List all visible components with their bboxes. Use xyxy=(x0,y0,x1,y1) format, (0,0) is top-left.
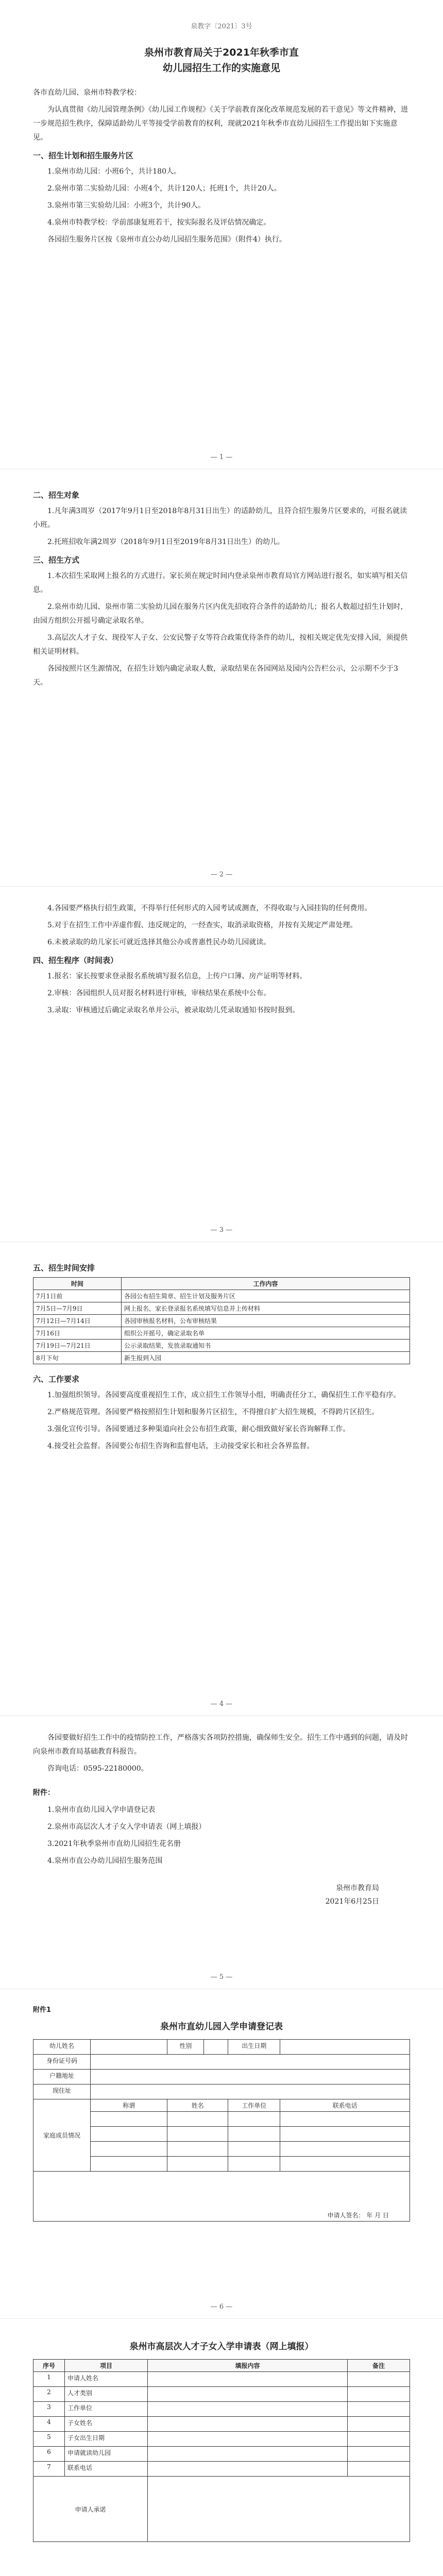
section-4-title: 四、招生程序（时间表） xyxy=(33,956,118,965)
s3-paragraph: 3.高层次人才子女、现役军人子女、公安民警子女等符合政策优待条件的幼儿，按相关规定优先安排入园，须提供相关证明材料。 xyxy=(33,634,408,656)
sign-date: 2021年6月25日 xyxy=(325,1897,379,1906)
field-value[interactable] xyxy=(91,2112,167,2127)
schedule-time: 7月19日—7月21日 xyxy=(33,1340,122,1352)
field-value[interactable] xyxy=(204,2040,228,2055)
attachment-item: 4.泉州市直公办幼儿园招生服务范围 xyxy=(47,1857,163,1865)
field-note[interactable] xyxy=(348,2387,410,2402)
family-side-label: 家庭成员情况 xyxy=(33,2099,91,2172)
attachment-item: 1.泉州市直幼儿园入学申请登记表 xyxy=(47,1806,156,1814)
s4-paragraph: 3.录取：审核通过后确定录取名单并公示，被录取幼儿凭录取通知书按时报到。 xyxy=(47,1006,300,1014)
signer: 泉州市教育局 xyxy=(336,1884,379,1892)
row-index: 5 xyxy=(33,2432,65,2447)
s3-quota: 各园按照片区生源情况，在招生计划内确定录取人数，录取结果在各园网站及园内公告栏公示，公示期不少于3天。 xyxy=(33,665,398,687)
field-label: 子女出生日期 xyxy=(65,2432,148,2447)
field-value[interactable] xyxy=(91,2055,410,2070)
s3-more: 5.对于在招生工作中弄虚作假、违反规定的，一经查实，取消录取资格，并按有关规定严肃处理。 xyxy=(47,921,357,929)
form-1-title: 泉州市直幼儿园入学申请登记表 xyxy=(160,2022,283,2032)
field-value[interactable] xyxy=(280,2157,410,2172)
field-label: 身份证号码 xyxy=(33,2055,91,2070)
page-number: — 1 — xyxy=(210,453,233,461)
field-label: 申请人姓名 xyxy=(65,2372,148,2387)
s1-item: 4.泉州市特教学校：学前部康复班若干，按实际报名及评估情况确定。 xyxy=(47,218,271,227)
table-row xyxy=(33,2172,410,2222)
field-value[interactable] xyxy=(167,2112,228,2127)
field-value[interactable] xyxy=(148,2402,348,2417)
table-row xyxy=(33,1352,410,1364)
table-row xyxy=(33,1302,410,1315)
page-1 xyxy=(33,21,410,250)
field-value[interactable] xyxy=(228,2127,280,2142)
field-value[interactable] xyxy=(91,2070,410,2084)
field-note[interactable] xyxy=(348,2462,410,2477)
field-label: 联系电话 xyxy=(65,2462,148,2477)
field-value[interactable] xyxy=(91,2084,410,2099)
commitment-label: 申请人承诺 xyxy=(33,2477,148,2542)
table-row xyxy=(33,2055,410,2070)
page-number: — 4 — xyxy=(210,1700,233,1708)
table-row xyxy=(33,2040,410,2055)
field-note[interactable] xyxy=(348,2417,410,2432)
page-number: — 5 — xyxy=(210,1973,233,1981)
field-value[interactable] xyxy=(91,2040,167,2055)
s6-paragraph: 3.强化宣传引导。各园要通过多种渠道向社会公布招生政策，耐心细致做好家长咨询解释工作。 xyxy=(47,1425,350,1433)
field-value[interactable] xyxy=(148,2447,348,2462)
s6-paragraph: 1.加强组织领导。各园要高度重视招生工作，成立招生工作领导小组，明确责任分工，确保招生工作平稳有序。 xyxy=(47,1391,401,1399)
attachment-item: 2.泉州市高层次人才子女入学申请表（网上填报） xyxy=(47,1823,206,1831)
field-value[interactable] xyxy=(280,2142,410,2157)
table-row xyxy=(33,2432,410,2447)
form-2-header: 填报内容 xyxy=(148,2360,348,2372)
section-6-title: 六、工作要求 xyxy=(33,1375,80,1384)
section-2-title: 二、招生对象 xyxy=(33,490,80,500)
table-row xyxy=(33,2084,410,2099)
field-value[interactable] xyxy=(91,2127,167,2142)
field-label: 现住址 xyxy=(33,2084,91,2099)
field-value[interactable] xyxy=(148,2387,348,2402)
field-value[interactable] xyxy=(280,2112,410,2127)
doc-number: 泉教字〔2021〕3号 xyxy=(191,23,252,30)
s4-paragraph: 2.审核：各园组织人员对报名材料进行审核，审核结果在系统中公布。 xyxy=(47,989,271,997)
page-3 xyxy=(33,902,410,1021)
member-header: 姓名 xyxy=(167,2099,228,2112)
doc-title-line2: 幼儿园招生工作的实施意见 xyxy=(162,62,280,74)
s1-item: 3.泉州市第三实验幼儿园：小班3个，共计90人。 xyxy=(47,201,206,210)
field-label: 申请就读幼儿园 xyxy=(65,2447,148,2462)
table-row xyxy=(33,2462,410,2477)
intro-paragraph: 为认真贯彻《幼儿园管理条例》《幼儿园工作规程》《关于学前教育深化改革规范发展的若干意见》等文件精神，进一步规范招生秩序，保障适龄幼儿平等接受学前教育的权利，现就2021年秋季市直幼儿园招生工作提出如下实施意见。 xyxy=(33,106,408,142)
table-row xyxy=(33,2447,410,2462)
row-index: 1 xyxy=(33,2372,65,2387)
s3-paragraph: 1.本次招生采取网上报名的方式进行。家长须在规定时间内登录泉州市教育局官方网站进行报名，如实填写相关信息。 xyxy=(33,572,408,594)
field-label: 幼儿姓名 xyxy=(33,2040,91,2055)
s4-paragraph: 1.报名：家长按要求登录报名系统填写报名信息，上传户口簿、房产证明等材料。 xyxy=(47,972,307,980)
field-value[interactable] xyxy=(148,2462,348,2477)
member-header: 工作单位 xyxy=(228,2099,280,2112)
s1-note: 各园招生服务片区按《泉州市直公办幼儿园招生服务范围》（附件4）执行。 xyxy=(47,235,286,244)
table-row xyxy=(33,1327,410,1340)
s6-paragraph: 4.接受社会监督。各园要公布招生咨询和监督电话，主动接受家长和社会各界监督。 xyxy=(47,1442,314,1450)
schedule-time: 7月1日前 xyxy=(33,1290,122,1302)
schedule-time: 7月5日—7月9日 xyxy=(33,1302,122,1315)
table-row xyxy=(33,2417,410,2432)
s3-more: 6.未被录取的幼儿家长可就近选择其他公办或普惠性民办幼儿园就读。 xyxy=(47,938,271,946)
page-4 xyxy=(33,1257,410,1456)
table-row xyxy=(33,2099,410,2112)
s3-more: 4.各园要严格执行招生政策，不得举行任何形式的入园考试或测查，不得收取与入园挂钩的任何费用。 xyxy=(47,904,372,912)
member-header: 联系电话 xyxy=(280,2099,410,2112)
form-2-header: 项目 xyxy=(65,2360,148,2372)
field-label: 户籍地址 xyxy=(33,2070,91,2084)
row-index: 7 xyxy=(33,2462,65,2477)
field-note[interactable] xyxy=(348,2372,410,2387)
field-note[interactable] xyxy=(348,2432,410,2447)
row-index: 4 xyxy=(33,2417,65,2432)
schedule-task: 网上报名，家长登录报名系统填写信息并上传材料 xyxy=(122,1302,410,1315)
s1-item: 1.泉州市幼儿园：小班6个，共计180人。 xyxy=(47,167,181,176)
schedule-time: 8月下旬 xyxy=(33,1352,122,1364)
commitment-area[interactable] xyxy=(148,2477,410,2542)
s2-item: 1.凡年满3周岁（2017年9月1日至2018年8月31日出生）的适龄幼儿，且符合招生服务片区要求的，可报名就读小班。 xyxy=(33,507,407,529)
schedule-table xyxy=(33,1277,410,1364)
field-label: 子女姓名 xyxy=(65,2417,148,2432)
field-value[interactable] xyxy=(167,2142,228,2157)
page-number: — 6 — xyxy=(210,2303,233,2311)
s7-paragraph: 各园要做好招生工作中的疫情防控工作，严格落实各项防控措施，确保师生安全。招生工作中遇到的问题，请及时向泉州市教育局基础教育科报告。 xyxy=(33,1734,408,1756)
form-2-header: 序号 xyxy=(33,2360,65,2372)
table-row xyxy=(33,2372,410,2387)
section-1-title: 一、招生计划和招生服务片区 xyxy=(33,151,134,160)
attachment-label: 附件1 xyxy=(33,2006,52,2014)
form-2-table xyxy=(33,2359,410,2542)
field-note[interactable] xyxy=(348,2447,410,2462)
field-value[interactable] xyxy=(91,2142,167,2157)
schedule-task: 公示录取结果，发放录取通知书 xyxy=(122,1340,410,1352)
field-value[interactable] xyxy=(228,2157,280,2172)
section-5-title: 五、招生时间安排 xyxy=(33,1263,95,1273)
table-row xyxy=(33,1290,410,1302)
schedule-task: 各园审核报名材料，公布审核结果 xyxy=(122,1315,410,1327)
row-index: 3 xyxy=(33,2402,65,2417)
field-value[interactable] xyxy=(228,2112,280,2127)
field-value[interactable] xyxy=(148,2432,348,2447)
field-value[interactable] xyxy=(148,2372,348,2387)
form-2-header: 备注 xyxy=(348,2360,410,2372)
table-row xyxy=(33,2070,410,2084)
member-header: 称谓 xyxy=(91,2099,167,2112)
schedule-task: 组织公开摇号，确定录取名单 xyxy=(122,1327,410,1340)
field-value[interactable] xyxy=(167,2157,228,2172)
field-value[interactable] xyxy=(91,2157,167,2172)
schedule-header: 工作内容 xyxy=(122,1278,410,1290)
page-number: — 2 — xyxy=(210,871,233,878)
s3-paragraph: 2.泉州市幼儿园、泉州市第二实验幼儿园在服务片区内优先招收符合条件的适龄幼儿；报名人数超过招生计划时，由园方组织公开摇号确定录取名单。 xyxy=(33,603,408,625)
field-value[interactable] xyxy=(280,2127,410,2142)
schedule-task: 新生报到入园 xyxy=(122,1352,410,1364)
form-1 xyxy=(33,2004,410,2222)
field-label: 性别 xyxy=(167,2040,204,2055)
field-label: 工作单位 xyxy=(65,2402,148,2417)
schedule-header: 时间 xyxy=(33,1278,122,1290)
s2-item: 2.托班招收年满2周岁（2018年9月1日至2019年8月31日出生）的幼儿。 xyxy=(47,538,285,546)
salutation: 各市直幼儿园、泉州市特教学校： xyxy=(33,89,141,97)
schedule-time: 7月12日—7月14日 xyxy=(33,1315,122,1327)
schedule-task: 各园公布招生简章、招生计划及服务片区 xyxy=(122,1290,410,1302)
page-divider xyxy=(0,2318,443,2319)
table-row xyxy=(33,2477,410,2542)
form-2 xyxy=(33,2339,410,2542)
form-1-footer: 申请人签名： 年 月 日 xyxy=(33,2172,410,2222)
field-label: 人才类别 xyxy=(65,2387,148,2402)
form-1-table xyxy=(33,2039,410,2222)
table-row xyxy=(33,1315,410,1327)
field-value[interactable] xyxy=(228,2142,280,2157)
table-row xyxy=(33,1340,410,1352)
field-value[interactable] xyxy=(148,2417,348,2432)
section-3-title: 三、招生方式 xyxy=(33,555,80,565)
row-index: 2 xyxy=(33,2387,65,2402)
s7-paragraph: 咨询电话：0595-22180000。 xyxy=(47,1765,148,1773)
s1-item: 2.泉州市第二实验幼儿园：小班4个，共计120人；托班1个，共计20人。 xyxy=(47,184,281,193)
s6-paragraph: 2.严格规范管理。各园要严格按照招生计划和服务片区招生，不得擅自扩大招生规模，不得跨片区招生。 xyxy=(47,1408,379,1416)
page-5 xyxy=(33,1731,410,1908)
attachment-item: 3.2021年秋季泉州市直幼儿园招生花名册 xyxy=(47,1840,181,1848)
page-2 xyxy=(33,484,410,693)
doc-title-line1: 泉州市教育局关于2021年秋季市直 xyxy=(144,47,299,58)
page-number: — 3 — xyxy=(210,1226,233,1234)
field-note[interactable] xyxy=(348,2402,410,2417)
attachments-label: 附件： xyxy=(33,1789,55,1797)
row-index: 6 xyxy=(33,2447,65,2462)
page-divider xyxy=(0,886,443,887)
field-label: 出生日期 xyxy=(228,2040,280,2055)
form-2-title: 泉州市高层次人才子女入学申请表（网上填报） xyxy=(129,2342,314,2352)
table-row xyxy=(33,2387,410,2402)
field-value[interactable] xyxy=(167,2127,228,2142)
table-row xyxy=(33,2402,410,2417)
schedule-time: 7月16日 xyxy=(33,1327,122,1340)
field-value[interactable] xyxy=(280,2040,410,2055)
